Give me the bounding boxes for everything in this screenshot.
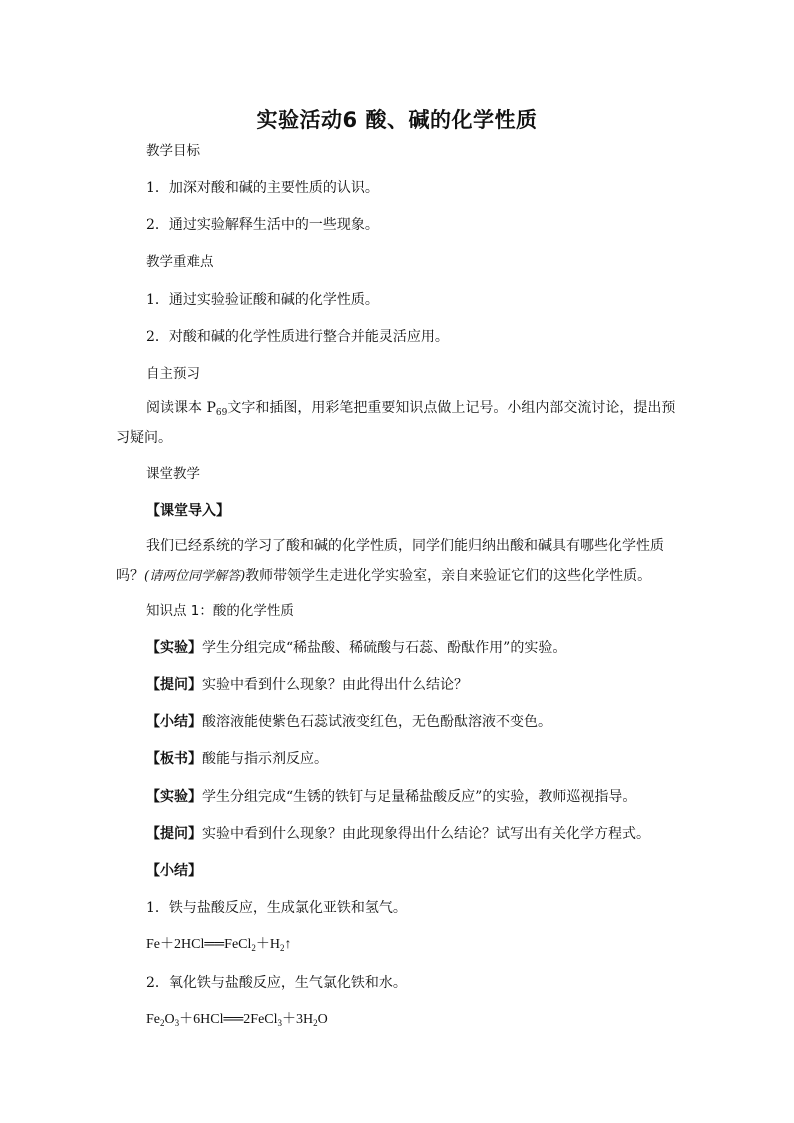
preview-paragraph: 阅读课本 $P_{69}$文字和插图，用彩笔把重要知识点做上记号。小组内部交流讨论，提出预习疑问。 [116, 400, 676, 446]
goal-item-1: 1．加深对酸和碱的主要性质的认识。 [146, 180, 379, 196]
reaction-1-text: 1．铁与盐酸反应，生成氯化亚铁和氢气。 [146, 900, 407, 916]
summary-2-label: 【小结】 [146, 863, 202, 879]
page-title: 实验活动6 酸、碱的化学性质 [256, 108, 538, 132]
experiment-1: 【实验】学生分组完成“稀盐酸、稀硫酸与石蕊、酚酞作用”的实验。 [146, 640, 567, 656]
question-1: 【提问】实验中看到什么现象？由此得出什么结论？ [146, 677, 468, 693]
equation-1: $Fe+2HCl══FeCl_2+H_2↑$ [146, 937, 292, 953]
key-point-item-1: 1．通过实验验证酸和碱的化学性质。 [146, 292, 379, 308]
knowledge-point-1-heading: 知识点 1：酸的化学性质 [146, 603, 294, 619]
experiment-2: 【实验】学生分组完成“生锈的铁钉与足量稀盐酸反应”的实验，教师巡视指导。 [146, 789, 637, 805]
question-2: 【提问】实验中看到什么现象？由此现象得出什么结论？试写出有关化学方程式。 [146, 826, 650, 842]
summary-1: 【小结】酸溶液能使紫色石蕊试液变红色，无色酚酞溶液不变色。 [146, 714, 552, 730]
board-note: 【板书】酸能与指示剂反应。 [146, 751, 328, 767]
key-point-item-2: 2．对酸和碱的化学性质进行整合并能灵活应用。 [146, 329, 449, 345]
intro-paragraph: 我们已经系统的学习了酸和碱的化学性质，同学们能归纳出酸和碱具有哪些化学性质吗？(请两位同学解答)教师带领学生走进化学实验室，亲自来验证它们的这些化学性质。 [116, 538, 664, 584]
goal-item-2: 2．通过实验解释生活中的一些现象。 [146, 217, 379, 233]
equation-2: $Fe_2O_3+6HCl══2FeCl_3+3H_2O$ [146, 1012, 328, 1028]
section-heading-key-points: 教学重难点 [146, 254, 214, 270]
intro-handwritten-note: (请两位同学解答) [144, 569, 246, 584]
reaction-2-text: 2．氧化铁与盐酸反应，生气氯化铁和水。 [146, 975, 407, 991]
intro-label: 【课堂导入】 [146, 503, 230, 519]
section-heading-preview: 自主预习 [146, 366, 200, 382]
section-heading-goals: 教学目标 [146, 143, 200, 159]
section-heading-class: 课堂教学 [146, 466, 200, 482]
